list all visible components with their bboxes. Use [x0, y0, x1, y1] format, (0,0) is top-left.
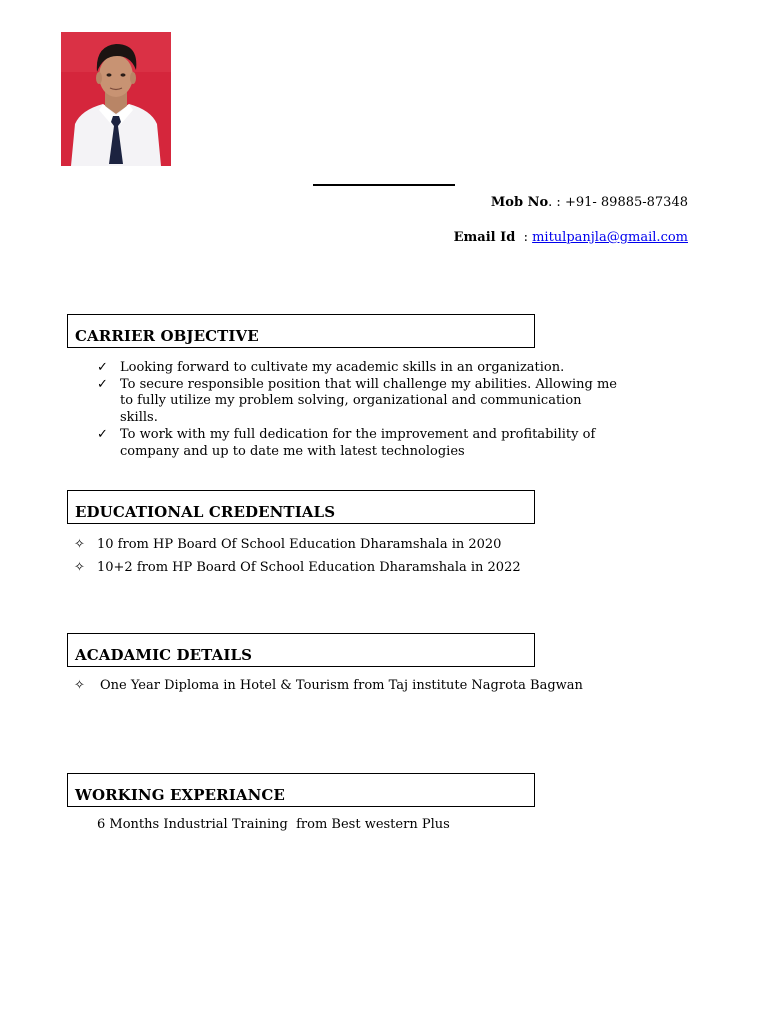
person-portrait-icon [61, 32, 171, 166]
education-item-text: 10 from HP Board Of School Education Dharamshala in 2020 [97, 537, 502, 552]
list-item [97, 360, 622, 377]
diamond-bullet-icon: ✧ [74, 678, 85, 693]
education-item-text: 10+2 from HP Board Of School Education Dharamshala in 2022 [97, 559, 521, 575]
academic-list [74, 678, 634, 695]
email-label: Email Id [453, 230, 516, 245]
mobile-separator: . : [548, 195, 565, 210]
education-section-header [67, 490, 535, 524]
academic-item-text: One Year Diploma in Hotel & Tourism from Taj institute Nagrota Bagwan [100, 678, 583, 693]
list-item [97, 427, 622, 460]
work-experience-text: 6 Months Industrial Training from Best western Plus [97, 817, 450, 832]
checkmark-icon: ✓ [97, 426, 108, 442]
academic-title: ACADAMIC DETAILS [75, 646, 253, 664]
diamond-bullet-icon: ✧ [74, 537, 85, 552]
diamond-bullet-icon: ✧ [74, 559, 85, 575]
objective-section-header [67, 314, 535, 348]
list-item [74, 534, 594, 557]
checkmark-icon: ✓ [97, 360, 108, 375]
objective-item-text: Looking forward to cultivate my academic skills in an organization. [120, 360, 565, 375]
work-title: WORKING EXPERIANCE [75, 786, 285, 804]
objective-list [97, 360, 622, 460]
list-item [97, 377, 622, 427]
email-separator: : [515, 230, 533, 245]
mobile-label: Mob No [490, 195, 549, 210]
objective-item-text: To work with my full dedication for the improvement and profitability of company and up to date me with latest technologies [120, 426, 596, 459]
name-underline [313, 184, 455, 186]
profile-photo [61, 32, 171, 166]
objective-title: CARRIER OBJECTIVE [75, 327, 259, 345]
list-item [74, 678, 634, 695]
work-section-header [67, 773, 535, 807]
list-item [74, 557, 594, 580]
objective-item-text: To secure responsible position that will challenge my abilities. Allowing me to fully utilize my problem solving, organizational and communication skills. [120, 376, 617, 426]
education-title: EDUCATIONAL CREDENTIALS [75, 503, 336, 521]
mobile-value: +91- 89885-87348 [564, 195, 688, 210]
education-list [74, 534, 594, 579]
email-link[interactable]: mitulpanjla@gmail.com [532, 230, 688, 245]
email-line [454, 230, 688, 245]
academic-section-header [67, 633, 535, 667]
checkmark-icon: ✓ [97, 376, 108, 392]
mobile-number-line [491, 195, 688, 210]
